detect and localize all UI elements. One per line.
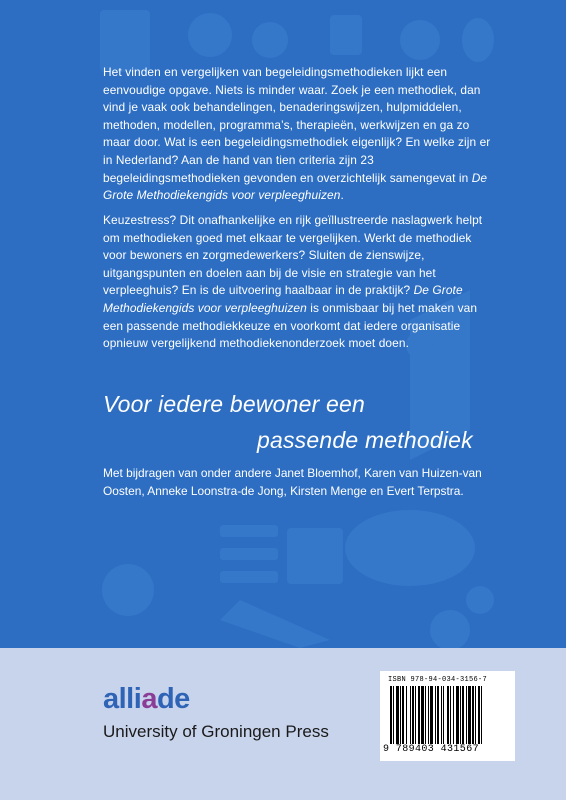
- clipboard-icon: [100, 10, 150, 72]
- tagline-line1: Voor iedere bewoner een: [103, 391, 366, 417]
- description-paragraph: Keuzestress? Dit onafhankelijke en rijk geïllustreerde naslagwerk helpt om methodieken goed met elkaar te vergelijken. Werkt de methodiek voor bewoners en zorgmedewerkers? Sluiten de zienswijze, uitgangspunten en doelen aan bij de visie en strategie van het verpleeghuis? En is de uitvoering haalbaar in de praktijk? De Grote Methodiekengids voor verpleeghuizen is onmisbaar bij het maken van een passende methodiekkeuze en voorkomt dat iedere organisatie opnieuw vergelijkend methodiekenonderzoek moet doen.: [103, 213, 483, 351]
- hand-icon: [220, 600, 330, 648]
- pear-icon: [462, 18, 494, 62]
- checklist-bar-2: [220, 548, 278, 560]
- intro-paragraph: Het vinden en vergelijken van begeleidingsmethodieken lijkt een eenvoudige opgave. Niets is minder waar. Zoek je een methodiek, dan vind je vaak ook behandelingen, benaderingswijzen, hulpmiddelen, methoden, modellen, programma’s, therapieën, werkwijzen en ga zo maar door. Wat is een begeleidingsmethodiek eigenlijk? En welke zijn er in Nederland? Aan de hand van tien criteria zijn 23 begeleidingsmethodieken gevonden en overzichtelijk samengevat in De Grote Methodiekengids voor verpleeghuizen.: [103, 65, 491, 203]
- heart-icon: [400, 20, 440, 60]
- people-circle-icon: [102, 564, 154, 616]
- barcode-bars: [390, 686, 506, 744]
- eye-icon: [345, 510, 475, 586]
- checklist-bar-1: [220, 525, 278, 537]
- barcode-number: 9 789403 431567: [383, 744, 480, 755]
- publisher-name: University of Groningen Press: [103, 722, 329, 741]
- tagline: [103, 386, 523, 458]
- care-icon: [430, 610, 470, 648]
- checklist-grid-icon: [287, 528, 343, 584]
- gear-icon: [188, 13, 232, 57]
- isbn-label: ISBN 978-94-034-3156-7: [388, 676, 488, 684]
- target-icon: [252, 22, 288, 58]
- contributors-text: Met bijdragen van onder andere Janet Bloemhof, Karen van Huizen-van Oosten, Anneke Loonstra-de Jong, Kirsten Menge en Evert Terpstra.: [103, 466, 482, 498]
- alliade-logo: alliade: [103, 683, 190, 715]
- star-icon: [466, 586, 494, 614]
- tagline-line2: passende methodiek: [257, 427, 473, 453]
- document-icon: [330, 15, 362, 55]
- book-title-italic: De Grote Methodiekengids voor verpleeghuizen: [103, 170, 488, 203]
- book-title-italic: De Grote Methodiekengids voor verpleeghuizen: [103, 283, 463, 315]
- isbn-barcode: [380, 671, 515, 761]
- checklist-bar-3: [220, 571, 278, 583]
